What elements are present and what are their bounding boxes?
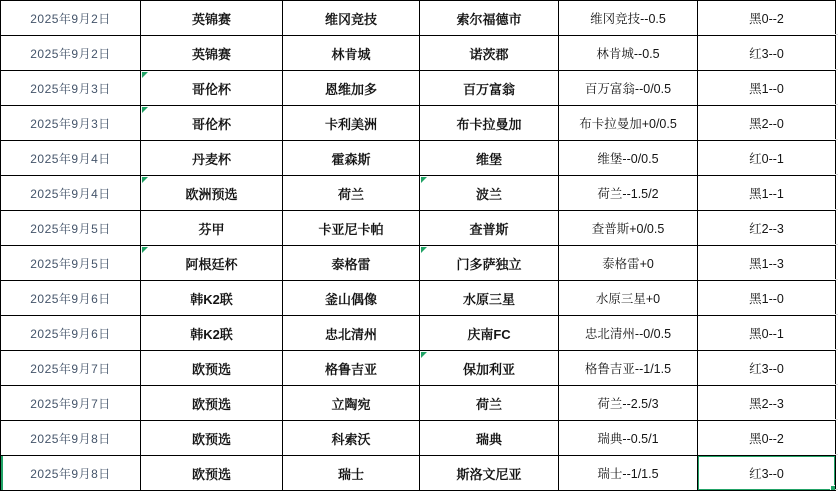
cell-handicap[interactable]: 布卡拉曼加+0/0.5 — [559, 106, 698, 141]
cell-handicap[interactable]: 荷兰--2.5/3 — [559, 386, 698, 421]
cell-result[interactable]: 黑0--1 — [698, 316, 836, 351]
cell-away-team[interactable]: 布卡拉曼加 — [420, 106, 559, 141]
cell-handicap[interactable]: 忠北清州--0/0.5 — [559, 316, 698, 351]
selected-row-edge-indicator — [1, 456, 3, 490]
cell-result[interactable]: 红3--0 — [698, 456, 836, 491]
table-row — [1, 36, 836, 71]
cell-date[interactable]: 2025年9月5日 — [1, 211, 141, 246]
cell-away-team[interactable]: 保加利亚 — [420, 351, 559, 386]
table-row — [1, 316, 836, 351]
cell-away-team[interactable]: 瑞典 — [420, 421, 559, 456]
cell-home-team[interactable]: 林肯城 — [283, 36, 420, 71]
cell-result[interactable]: 红3--0 — [698, 36, 836, 71]
cell-home-team[interactable]: 科索沃 — [283, 421, 420, 456]
table-row — [1, 456, 836, 491]
cell-handicap[interactable]: 林肯城--0.5 — [559, 36, 698, 71]
table-row — [1, 141, 836, 176]
cell-home-team[interactable]: 恩维加多 — [283, 71, 420, 106]
cell-date[interactable]: 2025年9月2日 — [1, 36, 141, 71]
cell-league[interactable]: 哥伦杯 — [141, 106, 283, 141]
cell-home-team[interactable]: 卡亚尼卡帕 — [283, 211, 420, 246]
cell-home-team[interactable]: 荷兰 — [283, 176, 420, 211]
cell-league[interactable]: 欧预选 — [141, 351, 283, 386]
cell-league[interactable]: 芬甲 — [141, 211, 283, 246]
cell-league[interactable]: 英锦赛 — [141, 36, 283, 71]
cell-handicap[interactable]: 瑞士--1/1.5 — [559, 456, 698, 491]
error-indicator-triangle-icon — [421, 352, 427, 358]
cell-result[interactable]: 红0--1 — [698, 141, 836, 176]
cell-handicap[interactable]: 百万富翁--0/0.5 — [559, 71, 698, 106]
cell-date[interactable]: 2025年9月8日 — [1, 456, 141, 491]
table-row — [1, 106, 836, 141]
cell-home-team[interactable]: 卡利美洲 — [283, 106, 420, 141]
table-row — [1, 71, 836, 106]
cell-home-team[interactable]: 泰格雷 — [283, 246, 420, 281]
cell-handicap[interactable]: 荷兰--1.5/2 — [559, 176, 698, 211]
cell-league[interactable]: 欧预选 — [141, 456, 283, 491]
cell-handicap[interactable]: 水原三星+0 — [559, 281, 698, 316]
cell-away-team[interactable]: 斯洛文尼亚 — [420, 456, 559, 491]
cell-home-team[interactable]: 釜山偶像 — [283, 281, 420, 316]
cell-home-team[interactable]: 维冈竞技 — [283, 1, 420, 36]
cell-home-team[interactable]: 格鲁吉亚 — [283, 351, 420, 386]
cell-away-team[interactable]: 波兰 — [420, 176, 559, 211]
table-row — [1, 211, 836, 246]
cell-result[interactable]: 黑0--2 — [698, 421, 836, 456]
cell-date[interactable]: 2025年9月7日 — [1, 351, 141, 386]
table-row — [1, 386, 836, 421]
cell-date[interactable]: 2025年9月4日 — [1, 176, 141, 211]
cell-league[interactable]: 韩K2联 — [141, 281, 283, 316]
cell-date[interactable]: 2025年9月4日 — [1, 141, 141, 176]
cell-date[interactable]: 2025年9月2日 — [1, 1, 141, 36]
error-indicator-triangle-icon — [421, 177, 427, 183]
error-indicator-triangle-icon — [142, 72, 148, 78]
cell-date[interactable]: 2025年9月3日 — [1, 106, 141, 141]
error-indicator-triangle-icon — [142, 107, 148, 113]
cell-league[interactable]: 欧预选 — [141, 421, 283, 456]
cell-result[interactable]: 黑0--2 — [698, 1, 836, 36]
cell-away-team[interactable]: 庆南FC — [420, 316, 559, 351]
table-row — [1, 176, 836, 211]
cell-date[interactable]: 2025年9月5日 — [1, 246, 141, 281]
cell-date[interactable]: 2025年9月7日 — [1, 386, 141, 421]
cell-date[interactable]: 2025年9月3日 — [1, 71, 141, 106]
table-row — [1, 246, 836, 281]
cell-handicap[interactable]: 泰格雷+0 — [559, 246, 698, 281]
cell-league[interactable]: 哥伦杯 — [141, 71, 283, 106]
cell-result[interactable]: 黑2--3 — [698, 386, 836, 421]
cell-home-team[interactable]: 立陶宛 — [283, 386, 420, 421]
cell-league[interactable]: 欧预选 — [141, 386, 283, 421]
selection-fill-handle[interactable] — [830, 485, 836, 491]
cell-handicap[interactable]: 查普斯+0/0.5 — [559, 211, 698, 246]
cell-league[interactable]: 阿根廷杯 — [141, 246, 283, 281]
cell-away-team[interactable]: 百万富翁 — [420, 71, 559, 106]
cell-handicap[interactable]: 维堡--0/0.5 — [559, 141, 698, 176]
cell-result[interactable]: 黑2--0 — [698, 106, 836, 141]
cell-away-team[interactable]: 查普斯 — [420, 211, 559, 246]
cell-home-team[interactable]: 霍森斯 — [283, 141, 420, 176]
cell-home-team[interactable]: 忠北清州 — [283, 316, 420, 351]
cell-away-team[interactable]: 水原三星 — [420, 281, 559, 316]
cell-away-team[interactable]: 索尔福德市 — [420, 1, 559, 36]
error-indicator-triangle-icon — [421, 247, 427, 253]
cell-date[interactable]: 2025年9月6日 — [1, 316, 141, 351]
selected-cell-border — [698, 456, 836, 491]
table-row — [1, 1, 836, 36]
cell-away-team[interactable]: 荷兰 — [420, 386, 559, 421]
cell-away-team[interactable]: 维堡 — [420, 141, 559, 176]
cell-league[interactable]: 韩K2联 — [141, 316, 283, 351]
cell-handicap[interactable]: 瑞典--0.5/1 — [559, 421, 698, 456]
cell-away-team[interactable]: 诺茨郡 — [420, 36, 559, 71]
table-row — [1, 351, 836, 386]
cell-league[interactable]: 英锦赛 — [141, 1, 283, 36]
cell-date[interactable]: 2025年9月6日 — [1, 281, 141, 316]
table-row — [1, 281, 836, 316]
cell-away-team[interactable]: 门多萨独立 — [420, 246, 559, 281]
cell-result[interactable]: 黑1--3 — [698, 246, 836, 281]
error-indicator-triangle-icon — [142, 247, 148, 253]
cell-date[interactable]: 2025年9月8日 — [1, 421, 141, 456]
cell-home-team[interactable]: 瑞士 — [283, 456, 420, 491]
cell-league[interactable]: 丹麦杯 — [141, 141, 283, 176]
cell-league[interactable]: 欧洲预选 — [141, 176, 283, 211]
cell-result[interactable]: 黑1--1 — [698, 176, 836, 211]
cell-handicap[interactable]: 维冈竞技--0.5 — [559, 1, 698, 36]
cell-result[interactable]: 红3--0 — [698, 351, 836, 386]
cell-result[interactable]: 黑1--0 — [698, 281, 836, 316]
matches-table-body — [1, 1, 836, 491]
cell-result[interactable]: 红2--3 — [698, 211, 836, 246]
cell-handicap[interactable]: 格鲁吉亚--1/1.5 — [559, 351, 698, 386]
table-row — [1, 421, 836, 456]
cell-result[interactable]: 黑1--0 — [698, 71, 836, 106]
error-indicator-triangle-icon — [142, 177, 148, 183]
